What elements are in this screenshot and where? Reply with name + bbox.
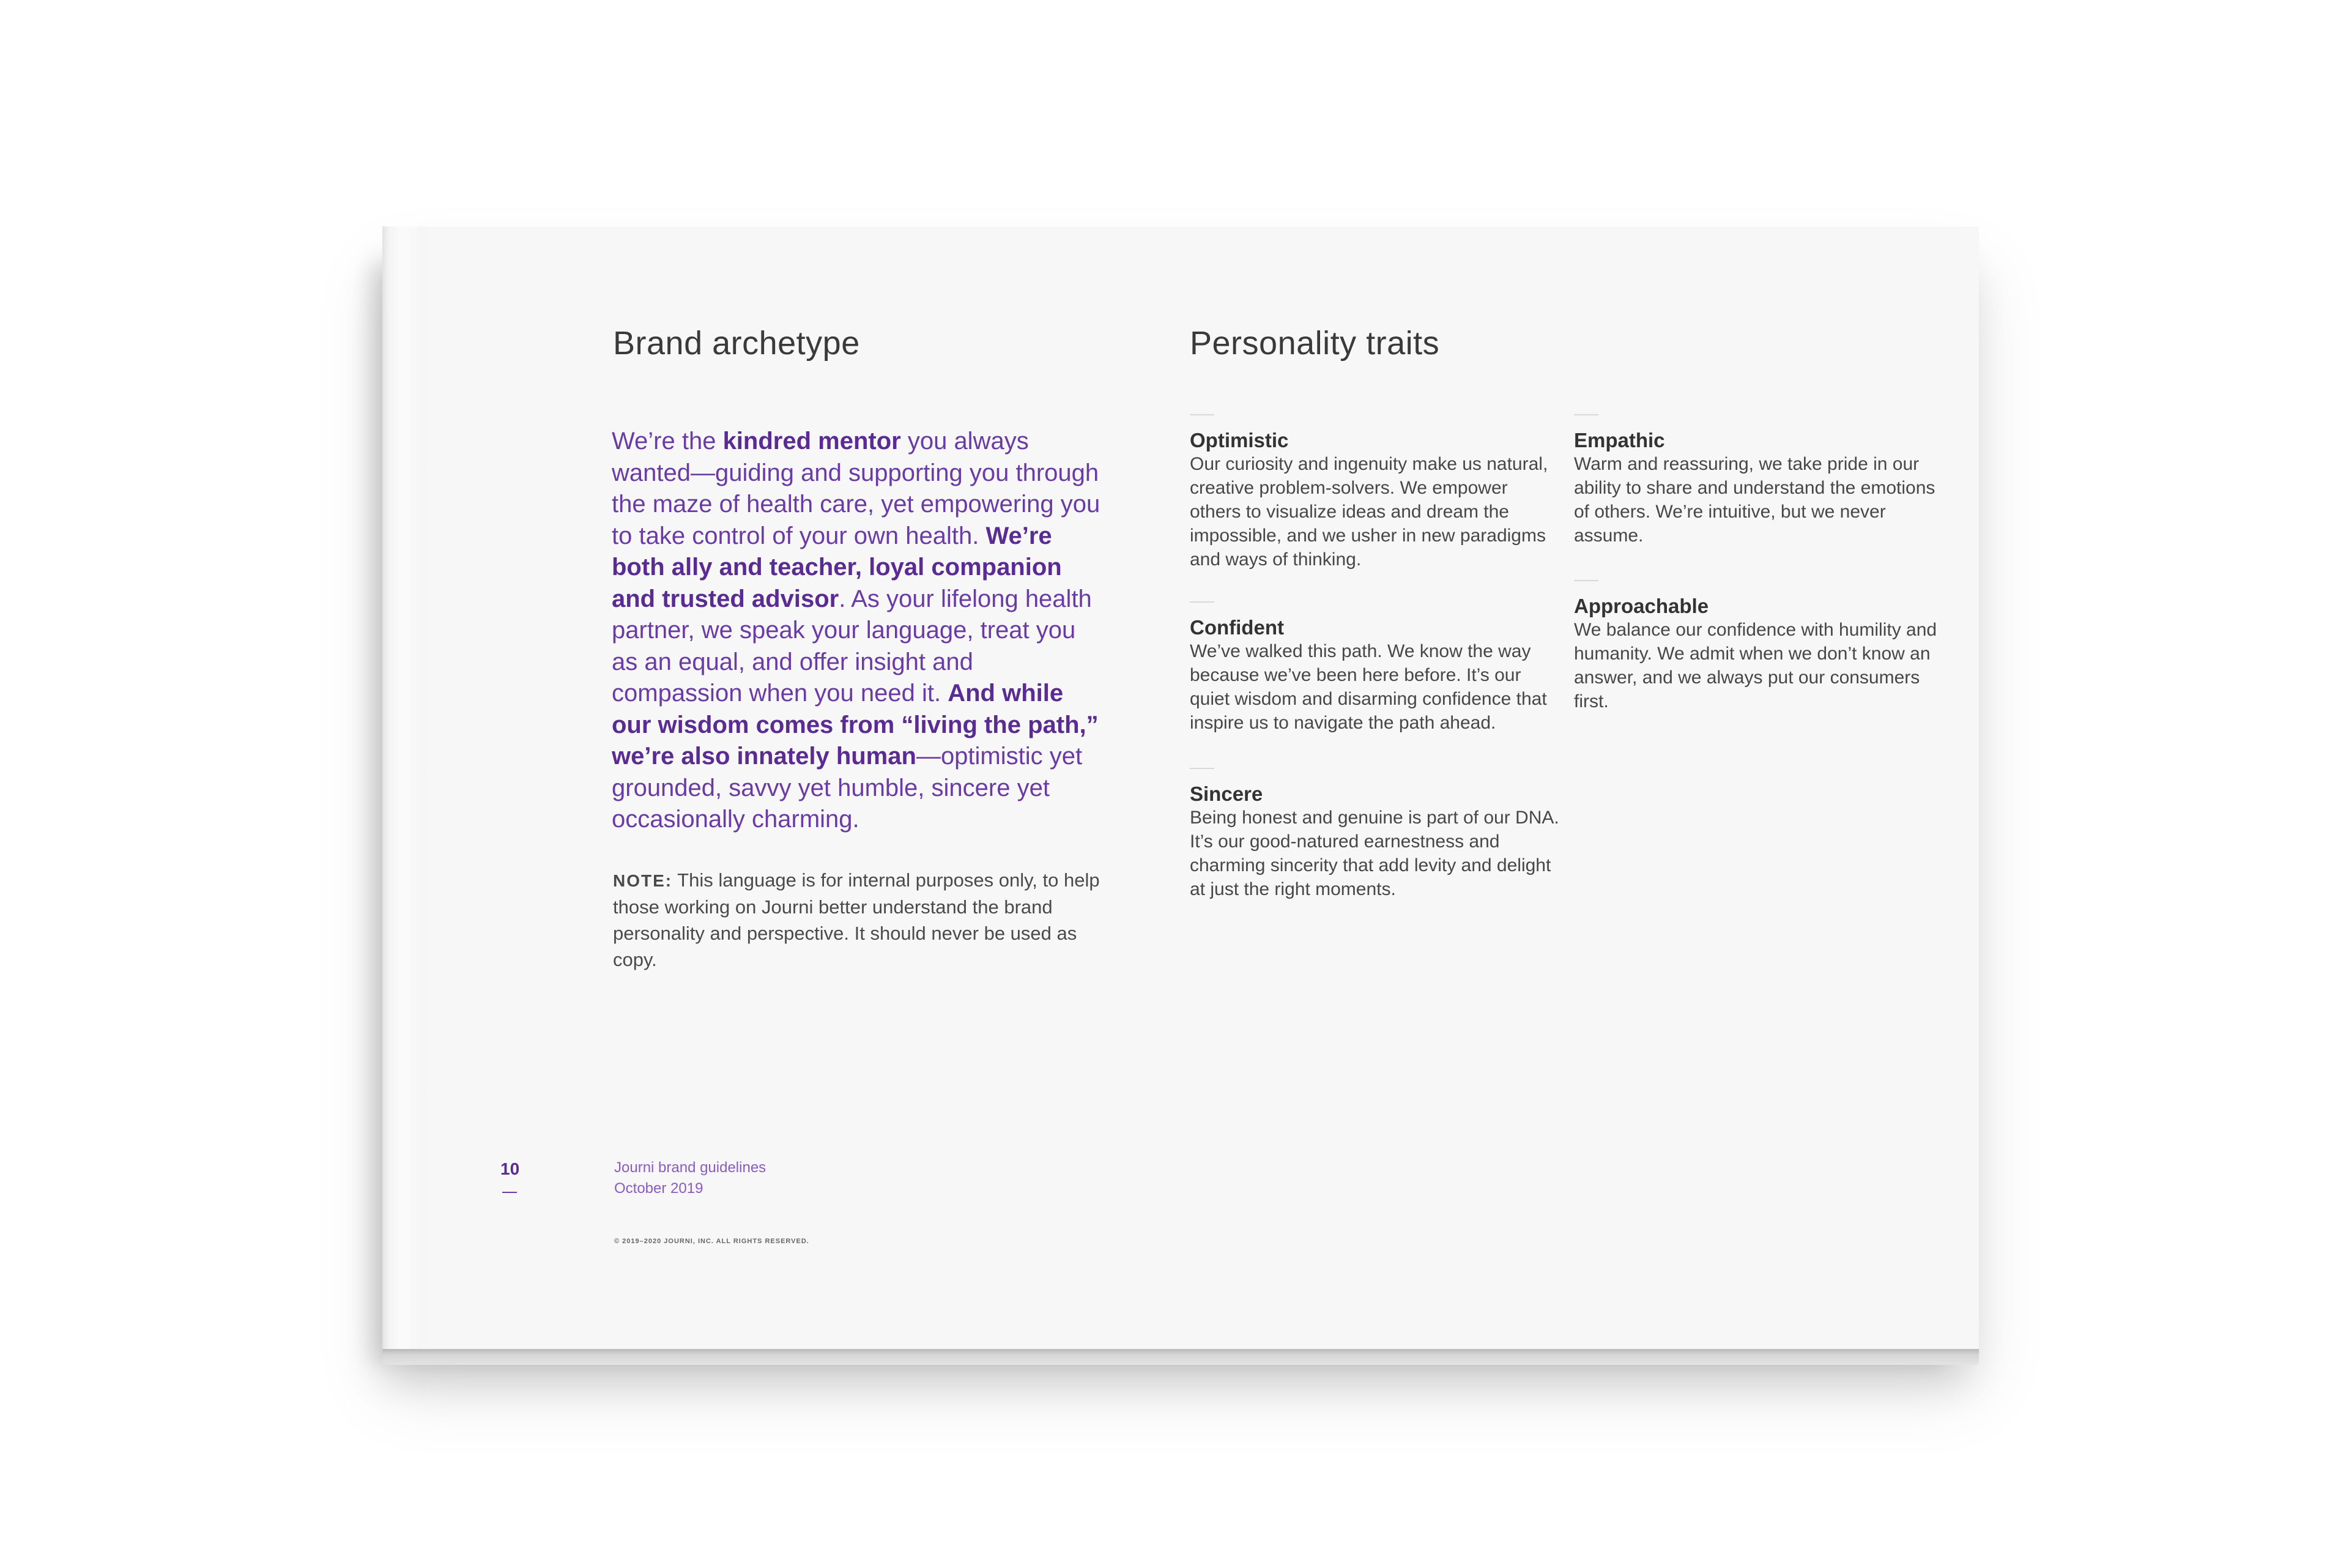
trait-title: Optimistic: [1190, 429, 1289, 451]
lead-bold-1: kindred mentor: [722, 428, 901, 455]
internal-use-note: [613, 867, 1102, 973]
lead-text-1: We’re the: [612, 428, 723, 455]
trait-approachable: [1574, 580, 1947, 713]
personality-traits-heading: Personality traits: [1190, 325, 1440, 362]
trait-divider: [1190, 414, 1214, 415]
brand-archetype-heading: Brand archetype: [613, 325, 860, 362]
trait-divider: [1574, 414, 1598, 415]
trait-confident: [1190, 601, 1563, 735]
archetype-statement: [612, 426, 1107, 836]
trait-description: Being honest and genuine is part of our DNA. It’s our good-natured earnestness and charming sincerity that add levity and delight at just the right moments.: [1190, 808, 1559, 899]
footer-document-title: Journi brand guidelines: [614, 1159, 766, 1176]
lead-bold-3: And while our wisdom comes from “living the path,” we’re also innately human: [612, 680, 1099, 770]
footer-date: October 2019: [614, 1180, 703, 1197]
trait-optimistic: [1190, 414, 1563, 571]
trait-description: We balance our confidence with humility and humanity. We admit when we don’t know an answer, and we always put our consumers first.: [1574, 620, 1937, 712]
trait-description: Our curiosity and ingenuity make us natural, creative problem-solvers. We empower others to visualize ideas and dream the impossible, and we usher in new paradigms and ways of thinking.: [1190, 454, 1548, 570]
trait-title: Empathic: [1574, 429, 1665, 451]
page-number: 10: [500, 1159, 520, 1178]
copyright-notice: © 2019–2020 JOURNI, INC. ALL RIGHTS RESERVED.: [614, 1238, 809, 1245]
trait-divider: [1574, 580, 1598, 581]
note-text: This language is for internal purposes only, to help those working on Journi better understand the brand personality and perspective. It should never be used as copy.: [613, 869, 1100, 970]
lead-bold-2: We’re both ally and teacher, loyal companion and trusted advisor: [612, 522, 1062, 612]
note-label: NOTE:: [613, 871, 673, 890]
trait-empathic: [1574, 414, 1947, 548]
trait-description: We’ve walked this path. We know the way because we’ve been here before. It’s our quiet wisdom and disarming confidence that inspire us to navigate the path ahead.: [1190, 641, 1547, 733]
trait-sincere: [1190, 768, 1563, 901]
trait-divider: [1190, 768, 1214, 769]
trait-divider: [1190, 601, 1214, 603]
trait-title: Sincere: [1190, 782, 1263, 805]
lead-text-4: —optimistic yet grounded, savvy yet humble, sincere yet occasionally charming.: [612, 743, 1083, 833]
trait-description: Warm and reassuring, we take pride in our ability to share and understand the emotions of others. We’re intuitive, but we never assume.: [1574, 454, 1935, 546]
trait-title: Confident: [1190, 616, 1284, 639]
page-number-dash: [502, 1192, 517, 1193]
lead-text-2: you always wanted—guiding and supporting you through the maze of health care, yet empowering you to take control of your own health.: [612, 428, 1100, 549]
trait-title: Approachable: [1574, 595, 1709, 617]
brand-guidelines-page: [382, 226, 1979, 1349]
lead-text-3: . As your lifelong health partner, we speak your language, treat you as an equal, and offer insight and compassion when you need it.: [612, 585, 1092, 707]
